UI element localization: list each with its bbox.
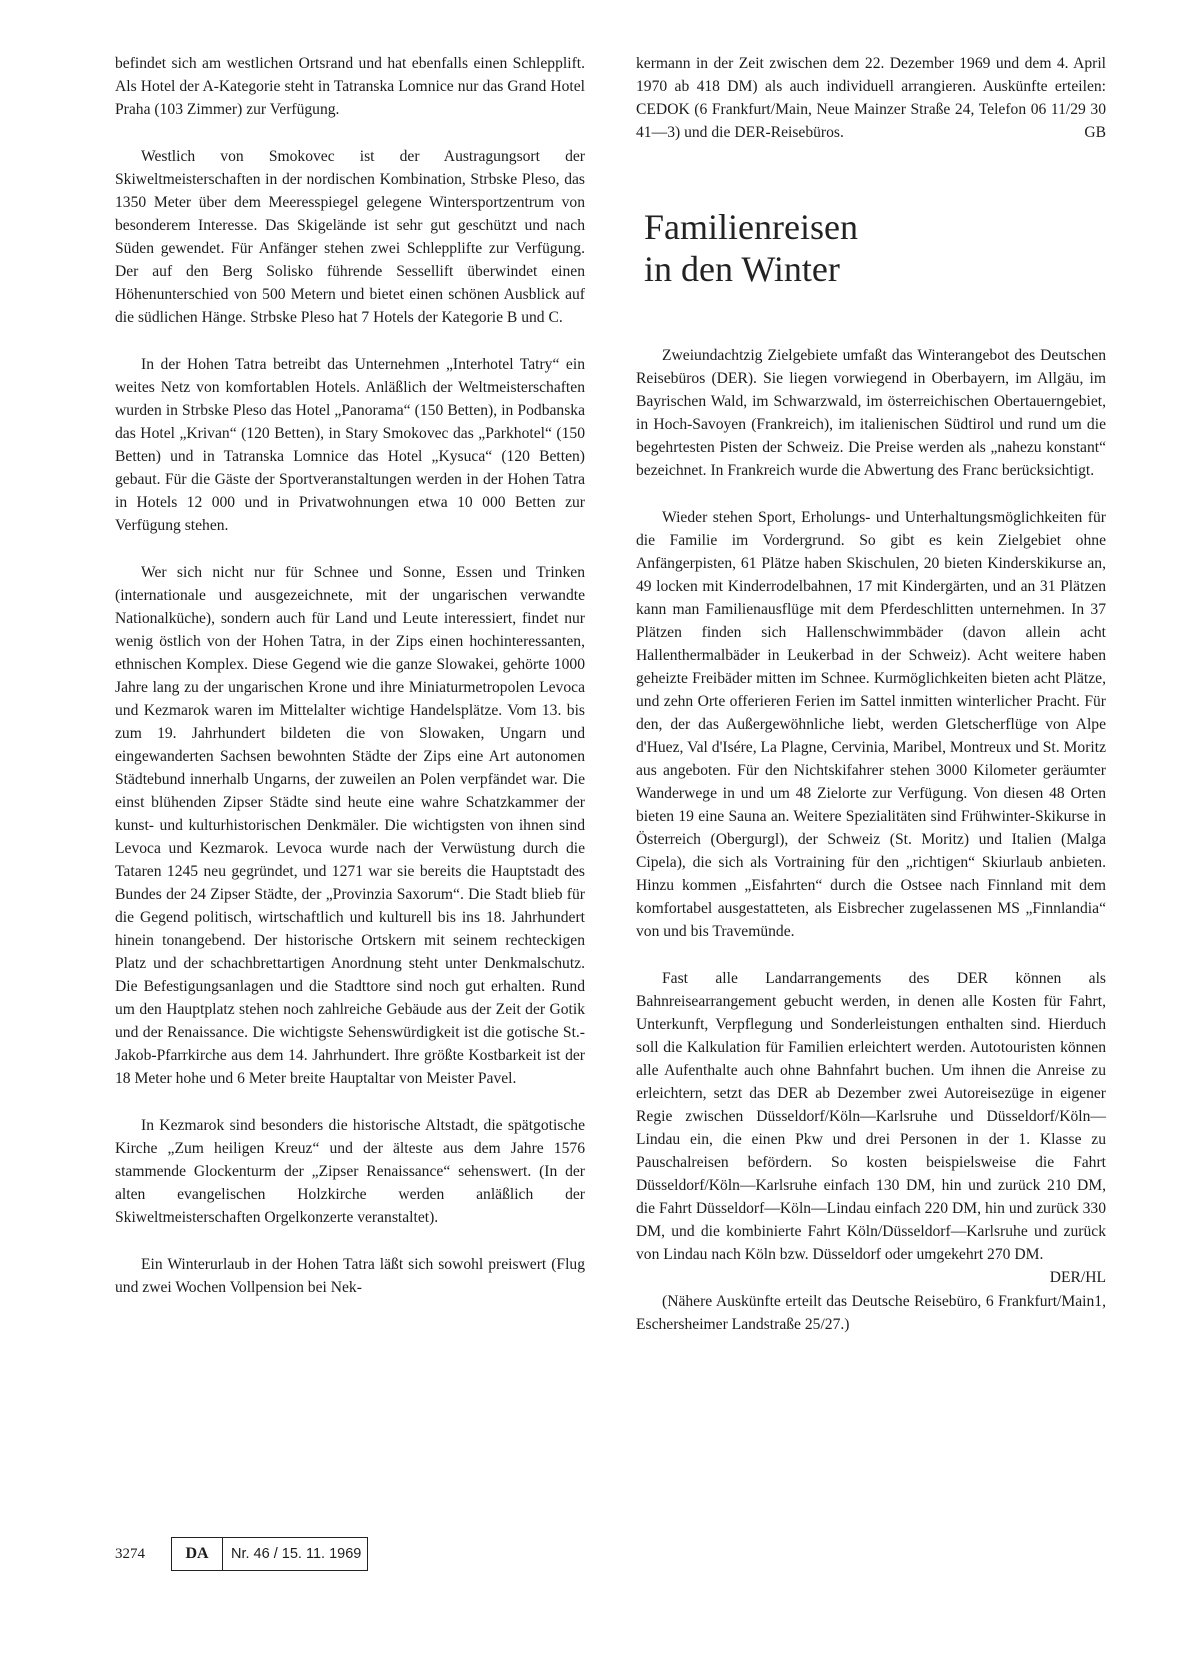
masthead-logo: DA — [172, 1538, 223, 1570]
continuation-text: kermann in der Zeit zwischen dem 22. Dezember 1969 und dem 4. April 1970 ab 418 DM) als auch individuell arrangieren. Auskünfte erteilen: CEDOK (6 Frankfurt/Main, Neue Mainzer Straße 24, Telefon 06 11/29 30 41—3) und die DER-Reisebüros. — [636, 55, 1106, 141]
left-paragraph-6: Ein Winterurlaub in der Hohen Tatra läßt sich sowohl preiswert (Flug und zwei Wochen Vollpension bei Nek- — [115, 1256, 585, 1296]
left-paragraph-3: In der Hohen Tatra betreibt das Unternehmen „Interhotel Tatry“ ein weites Netz von komfortablen Hotels. Anläßlich der Weltmeisterschaften wurden in Strbske Pleso das Hotel „Panorama“ (150 Betten), in Podbanska das Hotel „Krivan“ (120 Betten), in Stary Smokovec das „Parkhotel“ (150 Betten) und in Tatranska Lomnice das Hotel „Kysuca“ (120 Betten) gebaut. Für die Gäste der Sportveranstaltungen werden in der Hohen Tatra in Hotels 12 000 und in Privatwohnungen etwa 10 000 Betten zur Verfügung stehen. — [115, 356, 585, 534]
page-number: 3274 — [115, 1546, 145, 1562]
contact-note: (Nähere Auskünfte erteilt das Deutsche Reisebüro, 6 Frankfurt/Main1, Eschersheimer Landstraße 25/27.) — [636, 1293, 1106, 1333]
continuation-author: GB — [1084, 124, 1106, 141]
issue-info: Nr. 46 / 15. 11. 1969 — [231, 1546, 362, 1562]
article-author: DER/HL — [1049, 1269, 1106, 1286]
headline-line-2: in den Winter — [644, 249, 840, 289]
masthead-box — [171, 1537, 368, 1571]
right-paragraph-2: Wieder stehen Sport, Erholungs- und Unterhaltungsmöglichkeiten für die Familie im Vordergrund. So gibt es kein Zielgebiet ohne Anfängerpisten, 61 Plätze haben Skischulen, 20 bieten Kinderskikurse an, 49 locken mit Kinderrodelbahnen, 17 mit Kindergärten, und an 31 Plätzen kann man Familienausflüge mit dem Pferdeschlitten unternehmen. In 37 Plätzen finden sich Hallenschwimmbäder (davon allein acht Hallenthermalbäder in Leukerbad in der Schweiz). Acht weitere haben geheizte Freibäder mitten im Schnee. Kurmöglichkeiten bieten acht Plätze, und zehn Orte offerieren Ferien im Sattel inmitten winterlicher Pracht. Für den, der das Außergewöhnliche liebt, werden Gletscherflüge von Alpe d'Huez, Val d'Isére, La Plagne, Cervinia, Maribel, Montreux und St. Moritz aus angeboten. Für den Nichtskifahrer stehen 3000 Kilometer geräumter Wanderwege in und um 48 Zielorte zur Verfügung. Von diesen 48 Orten bieten 19 eine Sauna an. Weitere Spezialitäten sind Frühwinter-Skikurse in Österreich (Obergurgl), der Schweiz (St. Moritz) und Italien (Malga Cipela), die sich als Vortraining für den „richtigen“ Skiurlaub anbieten. Hinzu kommen „Eisfahrten“ durch die Ostsee nach Finnland mit dem komfortabel ausgestatteten, als Eisbrecher zugelassenen MS „Finnlandia“ von und bis Travemünde. — [636, 509, 1106, 940]
right-paragraph-3-text: Fast alle Landarrangements des DER können als Bahnreisearrangement gebucht werden, in denen alle Kosten für Fahrt, Unterkunft, Verpflegung und Sonderleistungen enthalten sind. Hierduch soll die Kalkulation für Familien erleichtert werden. Autotouristen können alle Aufenthalte auch ohne Bahnfahrt buchen. Um ihnen die Anreise zu erleichtern, setzt das DER ab Dezember zwei Autoreisezüge in eigener Regie zwischen Düsseldorf/Köln—Karlsruhe und Düsseldorf/Köln—Lindau ein, die einen Pkw und drei Personen in der 1. Klasse zu Pauschalreisen befördern. So kosten beispielsweise die Fahrt Düsseldorf/Köln—Karlsruhe einfach 130 DM, hin und zurück 210 DM, die Fahrt Düsseldorf—Köln—Lindau einfach 220 DM, hin und zurück 330 DM, und die kombinierte Fahrt Köln/Düsseldorf—Karlsruhe und zurück von Lindau nach Köln bzw. Düsseldorf oder umgekehrt 270 DM. — [636, 970, 1106, 1263]
left-paragraph-5: In Kezmarok sind besonders die historische Altstadt, die spätgotische Kirche „Zum heiligen Kreuz“ und der älteste aus dem Jahre 1576 stammende Glockenturm der „Zipser Renaissance“ sehenswert. (In der alten evangelischen Holzkirche werden anläßlich der Skiweltmeisterschaften Orgelkonzerte veranstaltet). — [115, 1117, 585, 1226]
article-headline — [644, 206, 1106, 290]
headline-line-1: Familienreisen — [644, 207, 858, 247]
right-paragraph-1: Zweiundachtzig Zielgebiete umfaßt das Winterangebot des Deutschen Reisebüros (DER). Sie liegen vorwiegend in Oberbayern, im Allgäu, im Bayrischen Wald, im Schwarzwald, im österreichischen Obertauerngebiet, in Hoch-Savoyen (Frankreich), im italienischen Südtirol und rund um die begehrtesten Pisten der Schweiz. Die Preise werden als „nahezu konstant“ bezeichnet. In Frankreich wurde die Abwertung des Franc berücksichtigt. — [636, 347, 1106, 479]
continuation-paragraph — [636, 52, 1106, 144]
left-paragraph-2: Westlich von Smokovec ist der Austragungsort der Skiweltmeisterschaften in der nordischen Kombination, Strbske Pleso, das 1350 Meter über dem Meeresspiegel gelegene Wintersportzentrum von besonderem Interesse. Das Skigelände ist sehr gut geschützt und nach Süden gewendet. Für Anfänger stehen zwei Schlepplifte zur Verfügung. Der auf den Berg Solisko führende Sessellift überwindet einen Höhenunterschied von 500 Metern und bietet einen schönen Ausblick auf die südlichen Hänge. Strbske Pleso hat 7 Hotels der Kategorie B und C. — [115, 148, 585, 326]
left-column — [115, 52, 585, 1299]
left-paragraph-1: befindet sich am westlichen Ortsrand und hat ebenfalls einen Schlepplift. Als Hotel der A-Kategorie steht in Tatranska Lomnice nur das Grand Hotel Praha (103 Zimmer) zur Verfügung. — [115, 55, 585, 118]
left-paragraph-4: Wer sich nicht nur für Schnee und Sonne, Essen und Trinken (internationale und ausgezeichnete, mit der ungarischen verwandte Nationalküche), sondern auch für Land und Leute interessiert, findet nur wenig östlich von der Hohen Tatra, in der Zips einen hochinteressanten, ethnischen Komplex. Diese Gegend wie die ganze Slowakei, gehörte 1000 Jahre lang zu der ungarischen Krone und ihre Miniaturmetropolen Levoca und Kezmarok waren im Mittelalter wichtige Handelsplätze. Vom 13. bis zum 19. Jahrhundert bildeten die von Slowaken, Ungarn und eingewanderten Sachsen bewohnten Städte der Zips eine Art autonomen Städtebund innerhalb Ungarns, der zuweilen an Polen verpfändet war. Die einst blühenden Zipser Städte sind heute eine wahre Schatzkammer der kunst- und kulturhistorischen Denkmäler. Die wichtigsten von ihnen sind Levoca und Kezmarok. Levoca wurde nach der Verwüstung durch die Tataren 1245 neu gegründet, und 1271 war sie bereits die Hauptstadt des Bundes der 24 Zipser Städte, der „Provinzia Saxorum“. Die Stadt blieb für die Gegend politisch, wirtschaftlich und kulturell bis ins 18. Jahrhundert hinein tonangebend. Der historische Ortskern mit seinem rechteckigen Platz und der schachbrettartigen Anordnung steht unter Denkmalschutz. Die Befestigungsanlagen und die Stadttore sind noch gut erhalten. Rund um den Hauptplatz stehen noch zahlreiche Gebäude aus der Zeit der Gotik und der Renaissance. Die wichtigste Sehenswürdigkeit ist die gotische St.-Jakob-Pfarrkirche aus dem 14. Jahrhundert. Ihre größte Kostbarkeit ist der 18 Meter hohe und 6 Meter breite Hauptaltar von Meister Pavel. — [115, 564, 585, 1087]
right-column — [636, 52, 1106, 1336]
right-paragraph-3 — [636, 967, 1106, 1286]
